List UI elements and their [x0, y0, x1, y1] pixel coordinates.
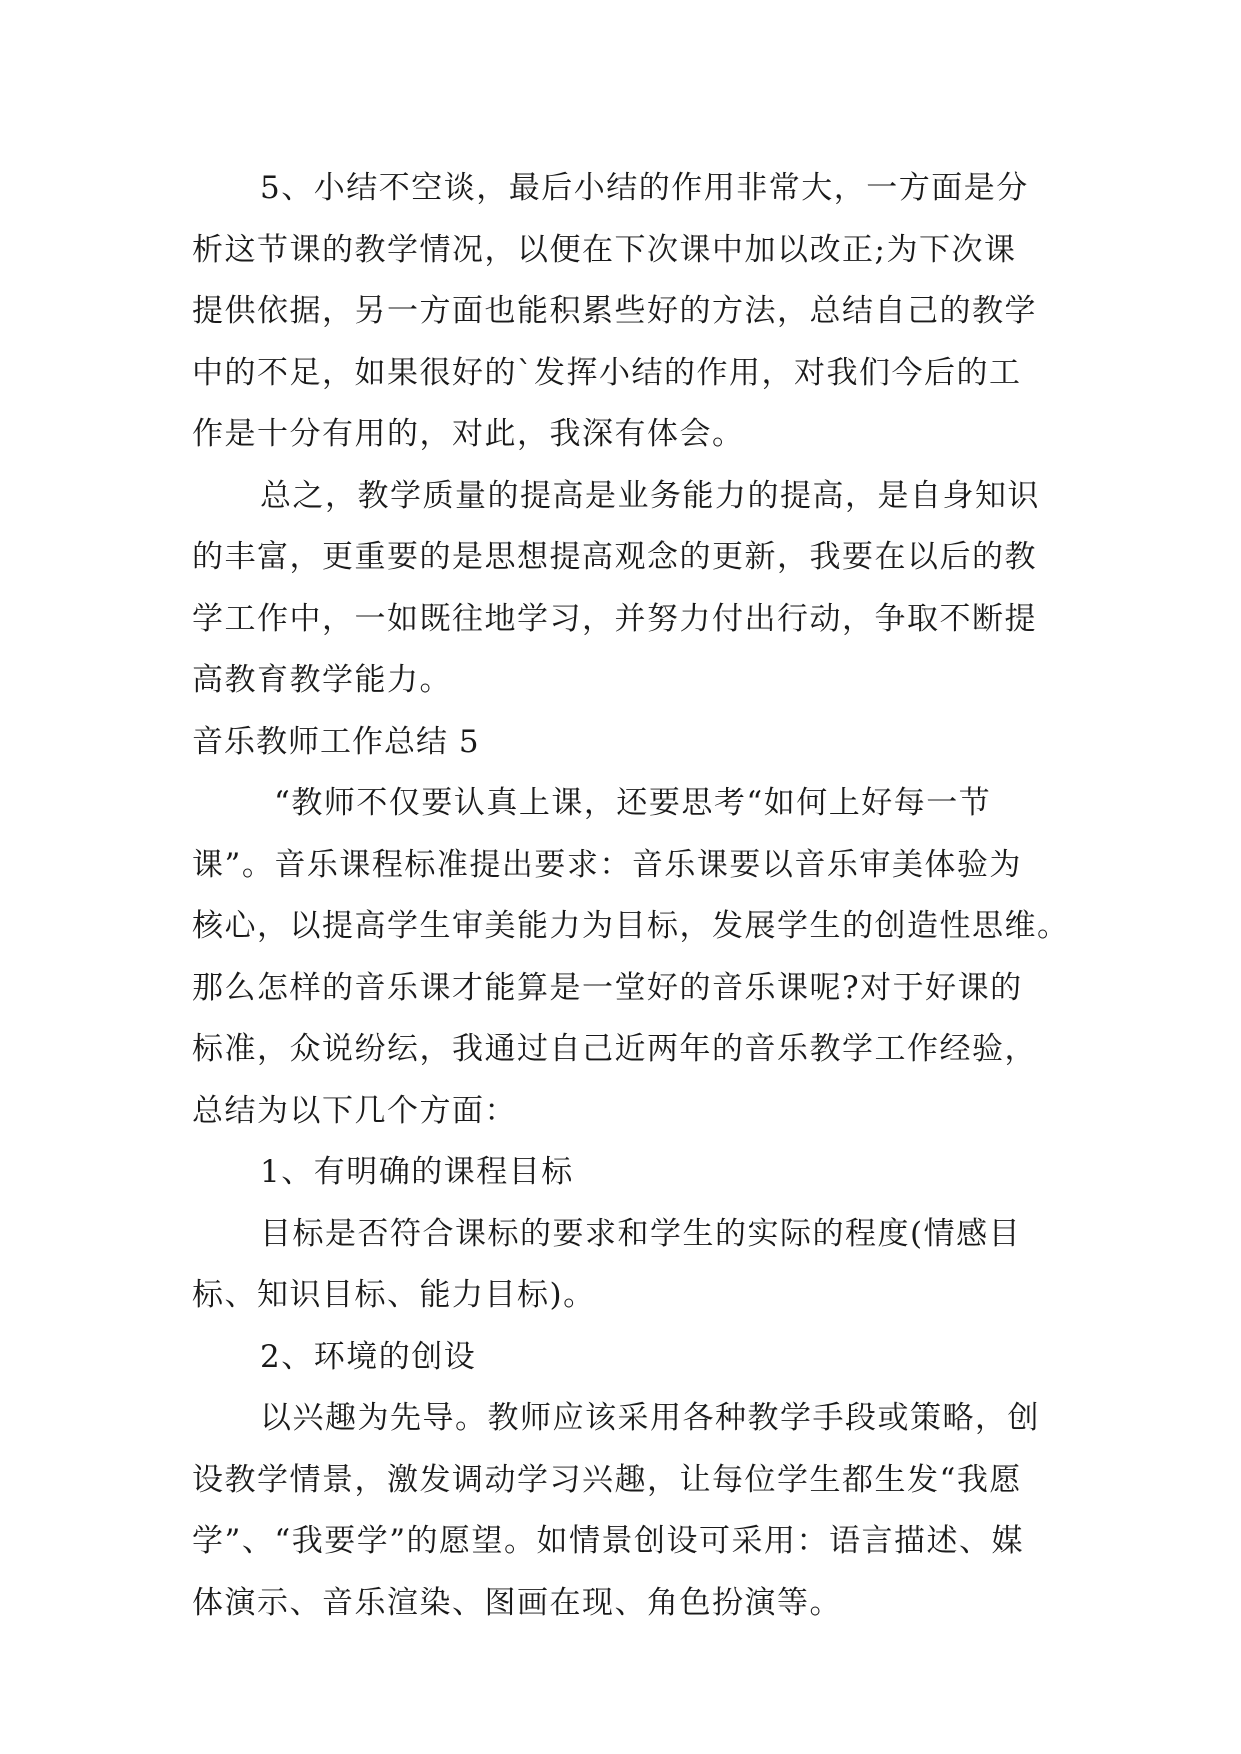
paragraph-line: 那么怎样的音乐课才能算是一堂好的音乐课呢?对于好课的	[192, 969, 1023, 1006]
paragraph-line: 以兴趣为先导。教师应该采用各种教学手段或策略，创	[260, 1400, 1040, 1436]
paragraph-line: 目标是否符合课标的要求和学生的实际的程度(情感目	[260, 1215, 1022, 1252]
list-item-heading: 2、环境的创设	[260, 1338, 477, 1375]
list-item-heading: 1、有明确的课程目标	[260, 1154, 574, 1190]
paragraph-line: 课”。音乐课程标准提出要求：音乐课要以音乐审美体验为	[192, 846, 1022, 883]
document-body	[192, 158, 1070, 1634]
section-heading: 音乐教师工作总结 5	[192, 723, 480, 760]
paragraph-line: 标、知识目标、能力目标)。	[192, 1277, 596, 1313]
paragraph-line: 标准，众说纷纭，我通过自己近两年的音乐教学工作经验，	[192, 1031, 1037, 1067]
paragraph-line: 提供依据，另一方面也能积累些好的方法，总结自己的教学	[192, 293, 1037, 329]
paragraph-line: 高教育教学能力。	[192, 662, 452, 698]
paragraph-line: 析这节课的教学情况，以便在下次课中加以改正;为下次课	[192, 231, 1017, 268]
paragraph-line: “教师不仅要认真上课，还要思考“如何上好每一节	[274, 785, 992, 821]
paragraph-line: 5、小结不空谈，最后小结的作用非常大，一方面是分	[260, 170, 1029, 206]
paragraph-line: 学”、“我要学”的愿望。如情景创设可采用：语言描述、媒	[192, 1523, 1025, 1559]
paragraph-line: 作是十分有用的，对此，我深有体会。	[192, 416, 745, 452]
paragraph-line: 学工作中，一如既往地学习，并努力付出行动，争取不断提	[192, 600, 1037, 637]
paragraph-line: 的丰富，更重要的是思想提高观念的更新，我要在以后的教	[192, 539, 1037, 575]
paragraph-line: 核心，以提高学生审美能力为目标，发展学生的创造性思维。	[192, 908, 1070, 944]
paragraph-line: 中的不足，如果很好的`发挥小结的作用，对我们今后的工	[192, 354, 1022, 391]
paragraph-line: 总结为以下几个方面：	[192, 1092, 517, 1129]
paragraph-line: 体演示、音乐渲染、图画在现、角色扮演等。	[192, 1584, 842, 1621]
paragraph-line: 设教学情景，激发调动学习兴趣，让每位学生都生发“我愿	[192, 1461, 1022, 1498]
paragraph-line: 总之，教学质量的提高是业务能力的提高，是自身知识	[260, 477, 1040, 514]
